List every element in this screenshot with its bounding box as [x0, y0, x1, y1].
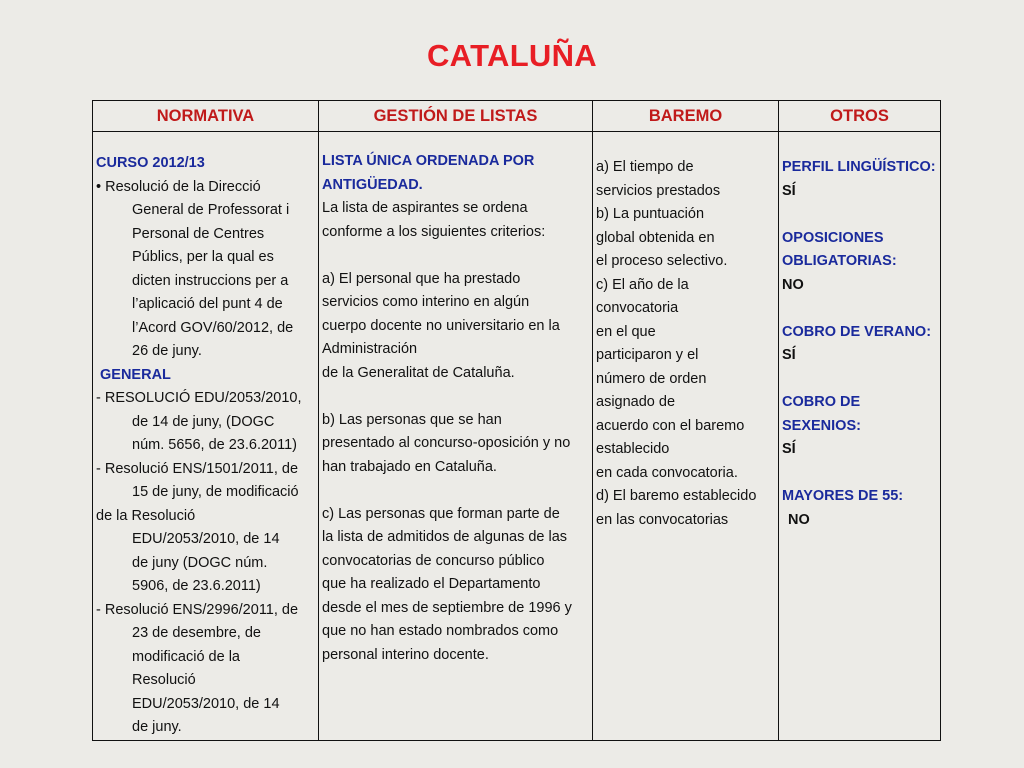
- verano-value: SÍ: [782, 347, 796, 363]
- perfil-label: PERFIL LINGÜÍSTICO:: [782, 159, 936, 175]
- cell-gestion: [319, 132, 593, 741]
- resolution-2-cont-b0: EDU/2053/2010, de 14: [132, 531, 280, 547]
- resolution-3-cont-3: EDU/2053/2010, de 14: [132, 695, 280, 712]
- resolution-1: - RESOLUCIÓ EDU/2053/2010,: [96, 390, 302, 406]
- baremo-line-1: servicios prestados: [596, 182, 721, 199]
- baremo-line-6: convocatoria: [596, 300, 679, 316]
- criterion-b-1: presentado al concurso-oposición y no: [322, 435, 571, 451]
- resolution-2-line-2: de la Resolució: [96, 507, 196, 524]
- criterion-c-2: convocatorias de concurso público: [322, 552, 545, 569]
- criterion-c-3: que ha realizado el Departamento: [322, 576, 541, 592]
- baremo-line-10: asignado de: [596, 394, 676, 410]
- mayores-label: MAYORES DE 55:: [782, 488, 904, 504]
- baremo-line-11: acuerdo con el baremo: [596, 417, 745, 434]
- resolution-3-cont-4: de juny.: [132, 719, 182, 735]
- header-normativa: NORMATIVA: [93, 101, 319, 132]
- general-label: GENERAL: [100, 366, 171, 383]
- oposiciones-label-0: OPOSICIONES: [782, 229, 884, 246]
- criterion-b-2: han trabajado en Cataluña.: [322, 458, 497, 475]
- criterion-a-1: servicios como interino en algún: [322, 294, 530, 310]
- resolution-2-cont-b2: 5906, de 23.6.2011): [132, 578, 261, 594]
- slide-title: CATALUÑA: [427, 38, 597, 73]
- baremo-line-9: número de orden: [596, 370, 707, 387]
- baremo-line-7: en el que: [596, 323, 656, 340]
- criterion-c-4: desde el mes de septiembre de 1996 y: [322, 599, 572, 616]
- baremo-line-14: d) El baremo establecido: [596, 488, 757, 504]
- oposiciones-label-1: OBLIGATORIAS:: [782, 253, 897, 269]
- verano-label: COBRO DE VERANO:: [782, 323, 932, 340]
- baremo-line-5: c) El año de la: [596, 276, 689, 293]
- baremo-line-13: en cada convocatoria.: [596, 464, 738, 481]
- resolution-2-cont-b1: de juny (DOGC núm.: [132, 554, 268, 571]
- cell-baremo: [593, 132, 779, 741]
- bullet-cont-4: l’aplicació del punt 4 de: [132, 296, 283, 312]
- resolution-3-cont-1: modificació de la: [132, 648, 240, 665]
- bullet-cont-3: dicten instruccions per a: [132, 272, 289, 289]
- bullet-cont-5: l’Acord GOV/60/2012, de: [132, 319, 294, 336]
- criterion-c-5: que no han estado nombrados como: [322, 623, 559, 639]
- resolution-2: - Resolució ENS/1501/2011, de: [96, 460, 299, 477]
- content-row: [93, 132, 941, 741]
- gestion-intro-0: La lista de aspirantes se ordena: [322, 200, 528, 216]
- baremo-line-4: el proceso selectivo.: [596, 253, 728, 269]
- header-gestion-de-listas: GESTIÓN DE LISTAS: [319, 101, 593, 132]
- criterion-b-0: b) Las personas que se han: [322, 411, 502, 428]
- resolution-2-cont-a: 15 de juny, de modificació: [132, 484, 299, 500]
- criterion-a-3: Administración: [322, 341, 418, 357]
- bullet-cont-2: Públics, per la qual es: [132, 249, 274, 265]
- header-otros: OTROS: [779, 101, 941, 132]
- bullet-line: [96, 176, 316, 200]
- bullet-cont-6: 26 de juny.: [132, 343, 202, 359]
- criterion-c-0: c) Las personas que forman parte de: [322, 505, 560, 522]
- header-row: [93, 101, 941, 132]
- comparison-table: [92, 100, 941, 741]
- oposiciones-value: NO: [782, 276, 804, 293]
- gestion-intro-1: conforme a los siguientes criterios:: [322, 223, 546, 240]
- baremo-line-0: a) El tiempo de: [596, 159, 694, 175]
- header-baremo: BAREMO: [593, 101, 779, 132]
- criterion-c-1: la lista de admitidos de algunas de las: [322, 529, 568, 545]
- bullet-cont-1: Personal de Centres: [132, 225, 265, 242]
- bullet-text: Resolució de la Direcció: [105, 178, 261, 195]
- resolution-3-cont-0: 23 de desembre, de: [132, 625, 261, 641]
- criterion-a-0: a) El personal que ha prestado: [322, 270, 521, 287]
- cell-otros: [779, 132, 941, 741]
- sexenios-value: SÍ: [782, 441, 796, 457]
- baremo-line-2: b) La puntuación: [596, 206, 705, 222]
- resolution-3: - Resolució ENS/2996/2011, de: [96, 601, 299, 618]
- baremo-line-3: global obtenida en: [596, 229, 715, 246]
- resolution-1-cont-1: núm. 5656, de 23.6.2011): [132, 437, 297, 453]
- baremo-line-12: establecido: [596, 441, 670, 457]
- resolution-3-cont-2: Resolució: [132, 672, 196, 688]
- baremo-line-8: participaron y el: [596, 347, 699, 363]
- bullet-icon: •: [96, 178, 102, 195]
- mayores-value: NO: [788, 511, 810, 528]
- resolution-1-cont-0: de 14 de juny, (DOGC: [132, 413, 275, 430]
- gestion-heading-0: LISTA ÚNICA ORDENADA POR: [322, 153, 535, 169]
- criterion-c-6: personal interino docente.: [322, 646, 489, 663]
- criterion-a-2: cuerpo docente no universitario en la: [322, 317, 560, 334]
- baremo-line-15: en las convocatorias: [596, 511, 729, 528]
- criterion-a-4: de la Generalitat de Cataluña.: [322, 364, 515, 381]
- bullet-cont-0: General de Professorat i: [132, 202, 290, 218]
- cell-normativa: [93, 132, 319, 741]
- perfil-value: SÍ: [782, 182, 796, 199]
- sexenios-label: COBRO DE SEXENIOS:: [782, 394, 861, 434]
- course-label: CURSO 2012/13: [96, 155, 205, 171]
- gestion-heading-1: ANTIGÜEDAD.: [322, 176, 423, 193]
